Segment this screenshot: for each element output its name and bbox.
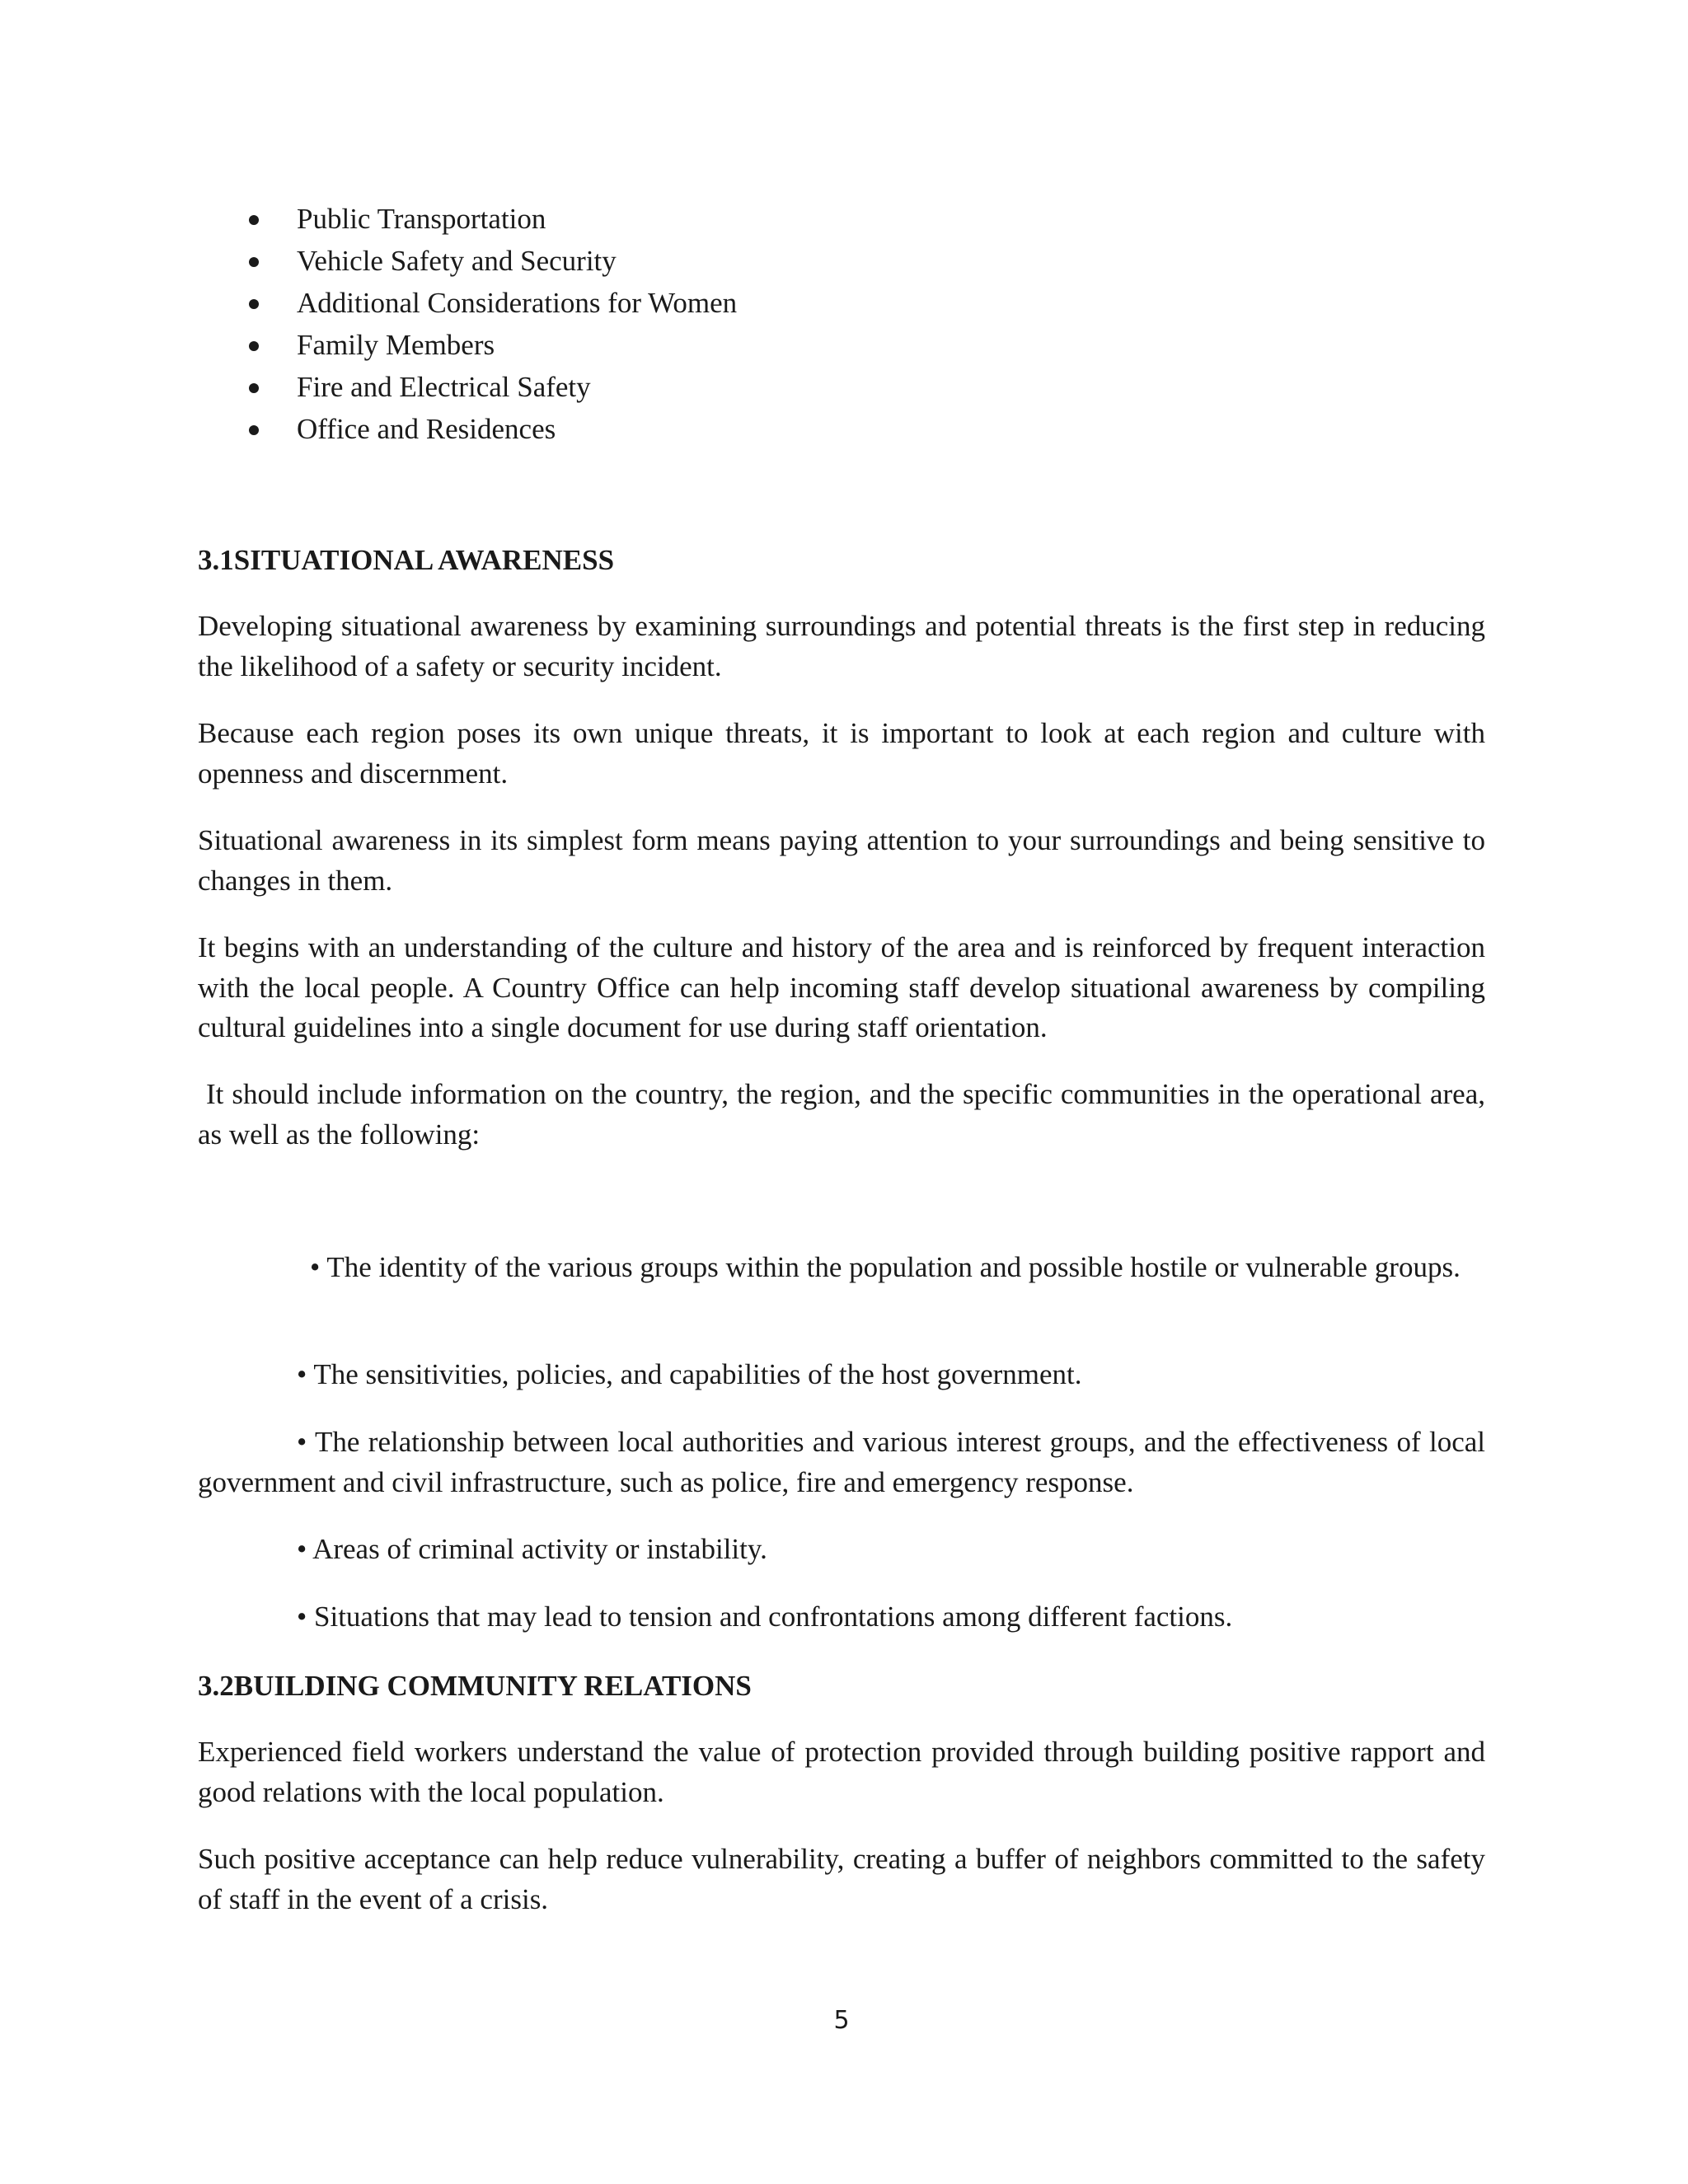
indented-item: • The relationship between local authorities and various interest groups, and the effectiveness of local government and civil infrastructure, such as police, fire and emergency response. [198, 1426, 1485, 1498]
paragraph: Because each region poses its own unique threats, it is important to look at each region and culture with openness and discernment. [198, 717, 1485, 790]
bullet-icon [249, 383, 259, 393]
document-page [198, 0, 1493, 2184]
list-item: Office and Residences [198, 408, 737, 450]
section-3-2-heading: 3.2BUILDING COMMUNITY RELATIONS [198, 1670, 752, 1702]
indented-item: • Areas of criminal activity or instability. [297, 1533, 767, 1565]
paragraph: Experienced field workers understand the value of protection provided through building positive rapport and good relations with the local population. [198, 1736, 1485, 1808]
list-item: Family Members [198, 324, 737, 366]
bullet-icon [249, 215, 259, 225]
paragraph: It begins with an understanding of the culture and history of the area and is reinforced by frequent interaction with the local people. A Country Office can help incoming staff develop situational awareness by compiling cultural guidelines into a single document for use during staff orientation. [198, 931, 1485, 1043]
list-item: Vehicle Safety and Security [198, 240, 737, 282]
indented-item: • Situations that may lead to tension and confrontations among different factions. [297, 1601, 1233, 1633]
list-item: Additional Considerations for Women [198, 282, 737, 324]
bullet-icon [249, 425, 259, 435]
list-item: Fire and Electrical Safety [198, 366, 737, 408]
paragraph: Such positive acceptance can help reduce vulnerability, creating a buffer of neighbors committed to the safety of staff in the event of a crisis. [198, 1843, 1485, 1915]
bullet-icon [249, 341, 259, 351]
bullet-icon [249, 299, 259, 309]
indented-item: • The identity of the various groups within the population and possible hostile or vulnerable groups. [310, 1251, 1461, 1283]
list-item: Public Transportation [198, 198, 737, 240]
paragraph: Situational awareness in its simplest form means paying attention to your surroundings and being sensitive to changes in them. [198, 824, 1485, 897]
paragraph: Developing situational awareness by examining surroundings and potential threats is the first step in reducing the likelihood of a safety or security incident. [198, 610, 1485, 682]
bullet-icon [249, 257, 259, 267]
indented-item: • The sensitivities, policies, and capabilities of the host government. [297, 1358, 1082, 1390]
paragraph: It should include information on the country, the region, and the specific communities in the operational area, as well as the following: [198, 1078, 1493, 1151]
page-number: 5 [833, 2006, 850, 2035]
section-3-1-heading: 3.1SITUATIONAL AWARENESS [198, 544, 615, 576]
intro-bullet-list [198, 198, 737, 450]
